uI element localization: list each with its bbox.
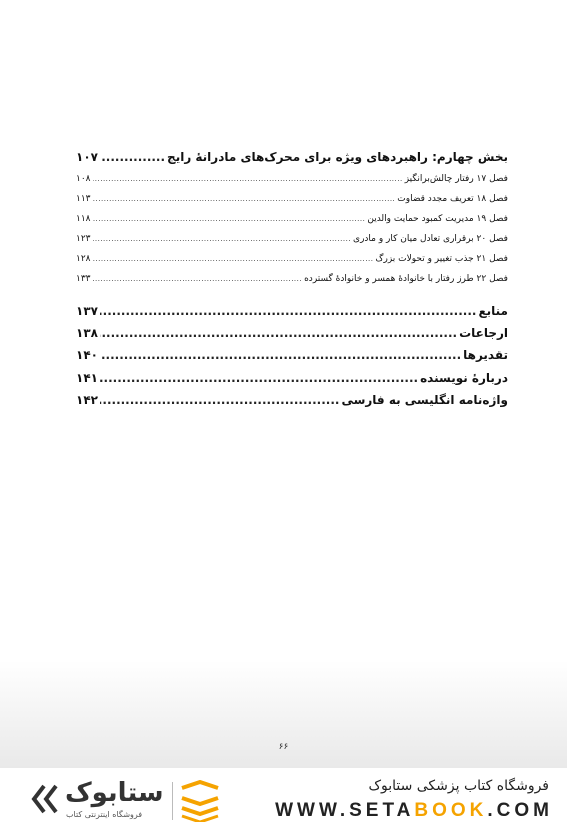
store-name: فروشگاه کتاب پزشکی ستابوک — [368, 778, 549, 794]
dot-leader — [100, 348, 461, 362]
dot-leader — [100, 393, 339, 407]
toc-section-heading — [76, 150, 508, 164]
toc-chapter-entry — [76, 274, 508, 284]
dot-leader — [93, 215, 366, 223]
logo-tagline: فروشگاه اینترنتی کتاب — [66, 810, 143, 819]
url-highlight: BOOK — [414, 800, 488, 821]
toc-entry-title: فصل ۲۲ طرز رفتار با خانوادهٔ همسر و خانوادهٔ گسترده — [304, 274, 508, 284]
toc-back-matter-entry — [76, 371, 508, 385]
toc-entry-title: دربارهٔ نویسنده — [420, 371, 508, 385]
toc-entry-title: فصل ۱۷ رفتار چالش‌برانگیز — [404, 174, 508, 184]
toc-chapter-entry — [76, 174, 508, 184]
book-stack-icon — [180, 780, 220, 822]
url-prefix: WWW.SETA — [275, 800, 415, 821]
store-url[interactable] — [275, 800, 553, 822]
toc-entry-page: ۱۴۱ — [76, 371, 98, 385]
toc-entry-page: ۱۰۸ — [76, 174, 91, 184]
double-chevron-icon — [30, 782, 60, 816]
url-suffix: .COM — [487, 800, 553, 821]
toc-entry-page: ۱۳۷ — [76, 304, 98, 318]
toc-entry-title: فصل ۱۹ مدیریت کمبود حمایت والدین — [367, 214, 508, 224]
toc-entry-page: ۱۲۳ — [76, 234, 91, 244]
dot-leader — [93, 235, 352, 243]
toc-entry-title: فصل ۱۸ تعریف مجدد قضاوت — [397, 194, 508, 204]
dot-leader — [100, 304, 476, 318]
dot-leader — [93, 275, 303, 283]
dot-leader — [93, 175, 403, 183]
toc-chapter-entry — [76, 214, 508, 224]
dot-leader — [100, 150, 165, 164]
toc-chapter-entry — [76, 234, 508, 244]
toc-back-matter-entry — [76, 393, 508, 407]
toc-back-matter-entry — [76, 304, 508, 318]
toc-back-matter-entry — [76, 348, 508, 362]
toc-entry-page: ۱۲۸ — [76, 254, 91, 264]
dot-leader — [93, 255, 374, 263]
toc-entry-title: بخش چهارم: راهبردهای ویژه برای محرک‌های مادرانهٔ رایج — [167, 150, 508, 164]
toc-chapter-entry — [76, 194, 508, 204]
dot-leader — [100, 371, 418, 385]
store-logo[interactable] — [30, 776, 220, 826]
toc-entry-title: منابع — [478, 304, 508, 318]
dot-leader — [93, 195, 396, 203]
toc-entry-title: فصل ۲۰ برقراری تعادل میان کار و مادری — [353, 234, 508, 244]
toc-entry-title: واژه‌نامه انگلیسی به فارسی — [341, 393, 508, 407]
toc-chapter-entry — [76, 254, 508, 264]
dot-leader — [100, 326, 457, 340]
toc-entry-title: تقدیرها — [463, 348, 508, 362]
logo-wordmark: ستابوک — [65, 778, 164, 808]
toc-entry-page: ۱۰۷ — [76, 150, 98, 164]
toc-entry-page: ۱۴۰ — [76, 348, 98, 362]
logo-divider — [172, 782, 173, 820]
toc-entry-title: ارجاعات — [459, 326, 508, 340]
toc-entry-page: ۱۱۳ — [76, 194, 91, 204]
toc-entry-title: فصل ۲۱ جذب تغییر و تحولات بزرگ — [375, 254, 508, 264]
toc-entry-page: ۱۴۲ — [76, 393, 98, 407]
toc-entry-page: ۱۳۸ — [76, 326, 98, 340]
toc-entry-page: ۱۳۳ — [76, 274, 91, 284]
page-number: ۶۶ — [278, 742, 289, 752]
toc-entry-page: ۱۱۸ — [76, 214, 91, 224]
toc-back-matter-entry — [76, 326, 508, 340]
